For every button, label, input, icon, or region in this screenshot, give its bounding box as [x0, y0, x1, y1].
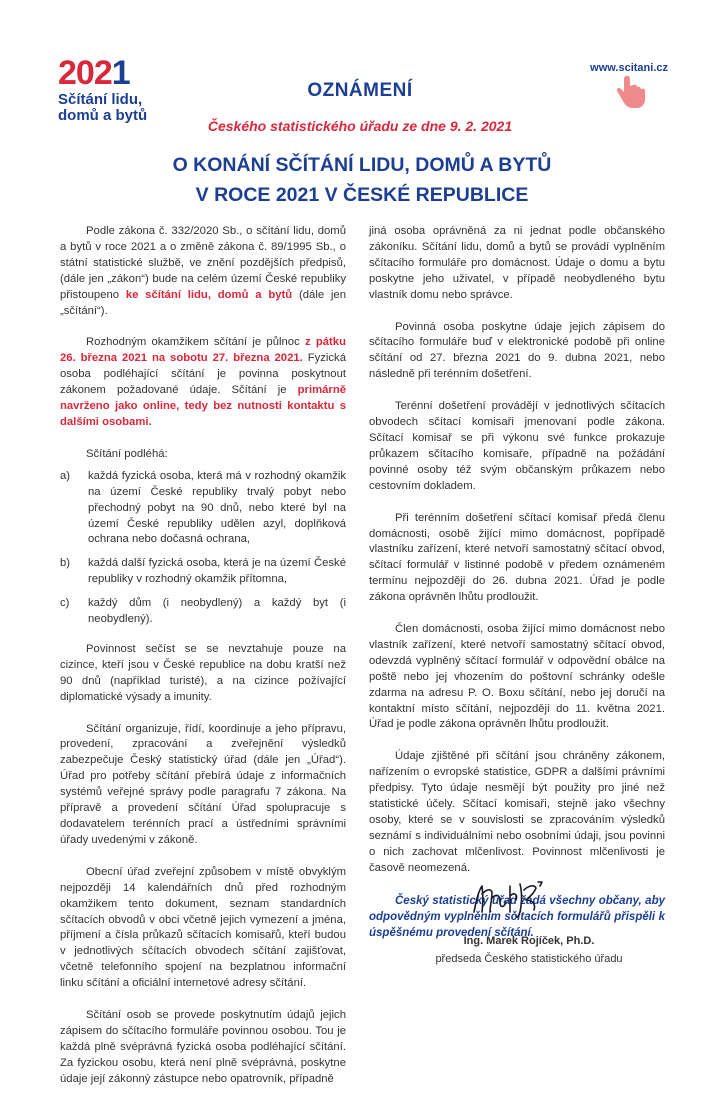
- paragraph: Podle zákona č. 332/2020 Sb., o sčítání lidu, domů a bytů v roce 2021 a o změně zákona č. 89/1995 Sb., o státní statistické službě, ve znění pozdějších předpisů, (dále jen „zákon“) bude na celém území České republiky přistoupeno ke sčítání lidu, domů a bytů (dále jen „sčítání“).: [60, 225, 346, 317]
- pointing-hand-icon: [614, 74, 648, 115]
- signature-image: [470, 872, 570, 927]
- appeal-paragraph: Český statistický úřad žádá všechny občany, aby odpovědným vyplněním sčítacích formulářů přispěli k úspěšnému provedení sčítání.: [369, 894, 665, 939]
- announcement-title: OZNÁMENÍ: [307, 80, 413, 101]
- main-title: O KONÁNÍ SČÍTÁNÍ LIDU, DOMŮ A BYTŮ V ROCE 2021 V ČESKÉ REPUBLICE: [172, 154, 552, 206]
- paragraph: Povinná osoba poskytne údaje jejich zápisem do sčítacího formuláře buď v elektronické podobě při online sčítání od 27. března 2021 do 9. dubna 2021, nebo následně při terénním došetření.: [369, 320, 665, 381]
- logo-year: 2021: [58, 54, 130, 92]
- paragraph: Sčítání podléhá:: [86, 447, 168, 460]
- paragraph: Údaje zjištěné při sčítání jsou chráněny zákonem, nařízením o evropské statistice, GDPR a dalšími právními předpisy. Tyto údaje nesmějí být použity pro jiné než statistické účely. Sčítací komisaři, stejně jako všechny osoby, které se v souvislosti se zpracováním výsledků seznámí s individuálními nebo osobními údaji, jsou povinni o nich zachovat mlčenlivost. Povinnost mlčenlivosti je časově neomezená.: [369, 750, 665, 874]
- scitani-2021-logo: [58, 56, 158, 124]
- paragraph: Obecní úřad zveřejní způsobem v místě obvyklým nejpozději 14 kalendářních dnů před rozhodným okamžikem tento dokument, seznam standardních sčítacích obvodů v obci včetně jejich vymezení a jména, příjmení a čísla průkazů sčítacích komisařů, kteří budou v jednotlivých sčítacích obvodech sčítání zajišťovat, včetně telefonního spojení na bezplatnou informační linku sčítání a oficiální internetové adresy sčítání.: [60, 865, 346, 990]
- paragraph: Rozhodným okamžikem sčítání je půlnoc z pátku 26. března 2021 na sobotu 27. března 2021. Fyzická osoba podléhající sčítání je povinna poskytnout zákonem požadované údaje. Sčítání je primárně navrženo jako online, tedy bez nutnosti kontaktu s dalšími osobami.: [60, 336, 346, 428]
- website-link[interactable]: www.scitani.cz: [590, 62, 668, 74]
- paragraph: Terénní došetření provádějí v jednotlivých sčítacích obvodech sčítací komisaři jmenovaní podle zákona. Sčítací komisař se při výkonu své funkce prokazuje průkazem sčítacího komisaře, případně na požádání povinné osoby též svým občanským průkazem nebo cestovním dokladem.: [369, 400, 665, 492]
- announcement-subtitle: Českého statistického úřadu ze dne 9. 2. 2021: [207, 118, 513, 134]
- subject-list: [60, 469, 346, 628]
- signer-name: Ing. Marek Rojíček, Ph.D.: [463, 935, 595, 947]
- paragraph: Sčítání organizuje, řídí, koordinuje a jeho přípravu, provedení, zpracování a zveřejnění výsledků zabezpečuje Český statistický úřad (dále jen „Úřad“). Úřad pro potřeby sčítání přebírá údaje z informačních systémů veřejné správy podle paragrafu 7 zákona. Na přípravě a provedení sčítání Úřad spolupracuje s dodavatelem terénních prací a ústředními správními úřady uvedenými v zákoně.: [60, 722, 346, 846]
- paragraph: Při terénním došetření sčítací komisař předá členu domácnosti, osobě žijící mimo domácnost, popřípadě vlastníku zařízení, které netvoří samostatný sčítací obvod, sčítací formulář v listinné podobě v předem oznámeném termínu nejpozději do 26. dubna 2021. Úřad je podle zákona oprávněn lhůtu prodloužit.: [369, 511, 665, 604]
- paragraph: Povinnost sečíst se se nevztahuje pouze na cizince, kteří jsou v České republice na dobu kratší než 90 dnů (například turisté), a na cizince požívající diplomatické výsady a imunity.: [60, 642, 346, 703]
- right-column: [369, 224, 665, 952]
- left-column: [60, 224, 346, 1104]
- list-item: a) každá fyzická osoba, která má v rozhodný okamžik na území České republiky trvalý pobyt nebo přechodný pobyt na 90 dnů, nebo které byl na území České republiky udělen azyl, doplňková ochrana nebo dočasná ochrana,: [60, 469, 346, 546]
- paragraph: Sčítání osob se provede poskytnutím údajů jejich zápisem do sčítacího formuláře povinnou osobou. Tou je každá plně svéprávná fyzická osoba podléhající sčítání. Za fyzickou osobu, která není plně svéprávná, poskytne údaje její zákonný zástupce nebo opatrovník, případně: [60, 1009, 346, 1085]
- list-item: c) každý dům (i neobydlený) a každý byt (i neobydlený).: [60, 597, 346, 626]
- signer-block: [424, 932, 634, 968]
- list-item: b) každá další fyzická osoba, která je na území České republiky v rozhodný okamžik přítomna,: [60, 557, 346, 586]
- paragraph: Člen domácnosti, osoba žijící mimo domácnost nebo vlastník zařízení, které netvoří samostatný sčítací obvod, odevzdá vyplněný sčítací formulář v odpovědní obálce na poště nebo jej vhozením do poštovní schránky odešle zdarma na adresu P. O. Boxu sčítání, nebo jej doručí na kontaktní místo sčítání, nejpozději do 11. května 2021. Úřad je podle zákona oprávněn lhůtu prodloužit.: [369, 623, 665, 731]
- paragraph: jiná osoba oprávněná za ni jednat podle občanského zákoníku. Sčítání lidu, domů a bytů se provádí vyplněním sčítacího formuláře pro domácnost. Údaje o domu a bytu poskytne jeho uživatel, v případě neobydleného bytu vlastník domu nebo správce.: [369, 225, 665, 301]
- logo-text: Sčítání lidu, domů a bytů: [58, 91, 148, 124]
- signer-role: předseda Českého statistického úřadu: [435, 953, 623, 965]
- announcement-heading: [160, 80, 560, 134]
